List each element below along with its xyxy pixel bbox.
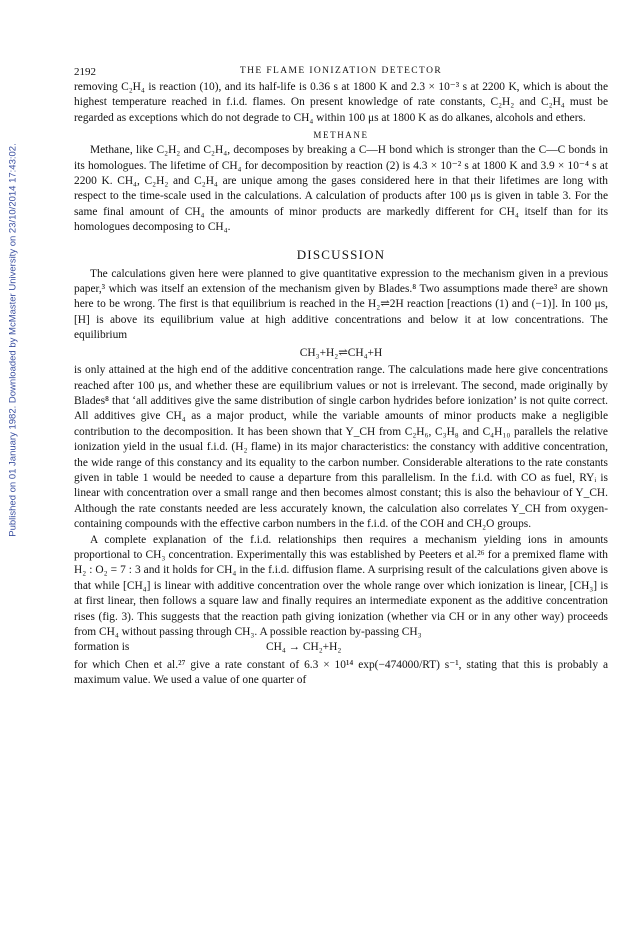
paragraph-5: A complete explanation of the f.i.d. relationships then requires a mechanism yielding ions in amounts proportional to CH₃ concentration. Experimentally this was established by Peeters et al.²⁶ for a premixed flame with H₂ : O₂ = 7 : 3 and it holds for CH₄ in the f.i.d. diffusion flame. A surprising result of the calculations given above is that while [CH₄] is linear with additive concentration over the whole range over which ionization is linear, [CH₃] is at first linear, then follows a square law and finally requires an intermediate exponent as the additive concentration rises (fig. 3). This suggests that the reaction path giving ionization (whether via CH or in any other way) proceeds from CH₄ without passing through CH₃. A possible reaction by-passing CH₃ (74, 533, 608, 638)
paragraph-6: for which Chen et al.²⁷ give a rate constant of 6.3 × 10¹⁴ exp(−474000/RT) s⁻¹, stating that this is probably a maximum value. We used a value of one quarter of (74, 658, 608, 687)
paragraph-4: is only attained at the high end of the additive concentration range. The calculations made here give concentrations reached after 100 μs, and whether these are equilibrium values or not is irrelevant. The second, made originally by Blades⁸ that ‘all additives give the same distribution of single carbon hydrides before ionization’ is not quite correct. All additives give CH₄ as a major product, while the variable amounts of minor products make a negligible contribution to the decomposition. It has been shown that Y_CH from C₂H₆, C₃H₈ and C₄H₁₀ parallels the relative ionization yield in the usual f.i.d. (H₂ flame) in its major characteristics: the constancy with additive concentration, the wide range of this constancy and its equality to the carbon number. Considerable alterations to the rate constants given in table 1 would be needed to cause a departure from this parallelism. In the f.i.d. with CO as fuel, RYᵢ is linear with concentration over a small range and then becomes almost constant; this is also the behaviour of Y_CH. Although the rate constants needed are less accurately known, the calculation also correlates Y_CH from oxygen-containing compounds with the effective carbon numbers in the f.i.d. of the COH and CH₂O groups. (74, 364, 608, 531)
paragraph-2: Methane, like C₂H₂ and C₂H₄, decomposes by breaking a C—H bond which is stronger than the C—C bonds in its homologues. The lifetime of CH₄ for decomposition by reaction (2) is 4.3 × 10⁻² s at 1800 K and 3.9 × 10⁻⁴ s at 2200 K. CH₄, C₂H₂ and C₂H₄ are unique among the gases considered here in that their lifetimes are long with respect to the time-scale used in the calculations. A calculation of products after 100 μs is given in table 3. For the same final amount of CH₄ the amounts of minor products are markedly different for CH₄ itself than for its homologues decomposing to CH₄. (74, 144, 608, 234)
paragraph-3: The calculations given here were planned to give quantitative expression to the mechanism given in a previous paper,³ which was itself an extension of the mechanism given by Blades.⁸ Two assumptions made there³ are shown here to be wrong. The first is that equilibrium is reached in the H₂⇌2H reaction [reactions (1) and (−1)]. In 100 μs, [H] is above its equilibrium value at high additive concentrations and below it at low concentrations. The equilibrium (74, 267, 608, 342)
download-notice: Published on 01 January 1982. Downloaded by McMaster University on 23/10/2014 17:43:02. (7, 143, 19, 537)
running-head (74, 66, 608, 80)
page-number: 2192 (74, 66, 96, 78)
paragraph-1: removing C₂H₄ is reaction (10), and its half-life is 0.36 s at 1800 K and 2.3 × 10⁻³ s at 2200 K, which is about the highest temperature reached in f.i.d. flames. On present knowledge of rate constants, C₂H₂ and C₂H₄ must be regarded as exceptions which do not degrade to CH₄ within 100 μs at 1800 K as do alkanes, alcohols and ethers. (74, 81, 608, 124)
equation-1: CH₃+H₂⇌CH₄+H (299, 346, 383, 359)
equation-2: CH₄ → CH₂+H₂ (266, 641, 342, 654)
subheading-methane: METHANE (313, 130, 369, 141)
download-notice-sidebar (6, 120, 20, 560)
journal-title: THE FLAME IONIZATION DETECTOR (239, 66, 443, 76)
equation-2-lead-in: formation is (74, 641, 130, 654)
equation-2-row (74, 640, 608, 655)
section-heading-discussion: DISCUSSION (296, 246, 386, 262)
article-body (74, 80, 608, 689)
